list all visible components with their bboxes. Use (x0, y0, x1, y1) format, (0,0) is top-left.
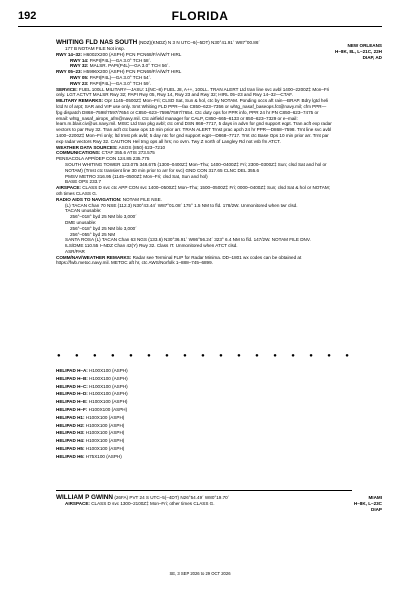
separator-dot: ● (219, 353, 223, 359)
helipad-item: HELIPAD H–A: H100X100 (ASPH) (56, 368, 128, 373)
detail-line: (L) TACAN Chan 70 NSE (112.3) N30°43.44´ W87°01.08´ 175° 1.5 NM to fld. 178/2W. Unmonitored when twr clsd. (65, 202, 298, 208)
airport-name: WILLIAM P GWINN (56, 494, 114, 501)
separator-dot: ● (183, 353, 187, 359)
detail-line: PMSV METRO 316.95 (1145–0500Z‡ Mon–Fri; clsd Sat, Sun and hol) (65, 173, 208, 179)
separator-dot: ● (129, 353, 133, 359)
detail-line: BASE OPS 233.7 (65, 179, 102, 185)
detail-line: SANTA ROSA (L) TACAN Chan 63 NGS (133.6) N30°36.91´ W86°56.24´ 323° 6.4 NM to fld. 147/2W. NOTAM FILE DNV. (65, 237, 311, 243)
airport-name: WHITING FLD NAS SOUTH (56, 39, 138, 46)
helipad-item: HELIPAD H–B: H100X100 (ASPH) (56, 375, 128, 381)
whiting-entry (56, 39, 332, 266)
detail-line: MILITARY REMARKS: Opr 1145–0500Z‡ Mon–Fri; CLSD Sat, Sun & hol, ctc by NOTAM. Ponding occs aft rain—BRAP. Bdry lgtd heli lctd N of arpt; SAR and VIP use only. Smt Whiting FLD PPR—fax C850–623–7356 or whtg_nasaf_baseops.fct@navy.mil; cfm PPR—fpg dispatch D868–7598/7597/7654 or C850–623–7598/7597/7654. Ctc duty ops for PPR info, PPR 24 hr PN C850–623–7475 or email: whtg_nasaf_airops_afm@navy.mil. Ctc airfield manager for CALP, C850–665–6133 or 850–623–7329 or e–mail: learn.m.blair.civ@us.navy.mil. MISC Ltd tran pkg avbl; ctc ornd DSN 868–7717, 5 days in advn for gnd support eqpt. Tran acft exp radar vectors to par Rwy 32. Tran acft ctc base ops 10 min prior arr. TRAN ALERT Trnst prac apch 24 hr PPR—D868–7598. Trnt line svc avbl 1400–2200Z‡ Mon–Fri only; ltd trnst prk avbl; 5 day ntc for gnd support eqpt—D868–7717. Trnt ctc Base Ops 10 min prior arr. Trnt par exp radar vectors Rwy 32. CAUTION Hel trng ops all hrs; no ovrn. Twy Z north of Langley Rd not vsb fm ATCT. (56, 98, 332, 144)
helipad-list (56, 367, 128, 461)
helipad-item: HELIPAD H3: H100X100 (ASPH) (56, 430, 125, 436)
page-header (18, 8, 382, 27)
detail-line: PENSACOLA APP/DEP CON 124.85 235.775 (56, 156, 150, 162)
detail-line: ASR/PAR (65, 248, 85, 254)
chart-ref: MIAMI (368, 495, 382, 500)
airport-heading (56, 39, 332, 46)
airport-heading (56, 494, 332, 501)
detail-line: AIRSPACE: CLASS D svc ctc APP CON svc 1400–0500Z‡ Mon–Thu; 1500–0500Z‡ Fri; 0000–0400Z‡ Sun; clsd Sat & hol or NOTAM; oth times CLASS G. (56, 185, 330, 196)
helipad-item: HELIPAD H4: H100X100 (ASPH) (56, 438, 125, 444)
detail-line: TACAN unusable: (65, 208, 102, 214)
detail-line: 177 B NOTAM FILE Not insp. (65, 46, 125, 51)
detail-line: RADIO AIDS TO NAVIGATION: NOTAM FILE NSE. (56, 196, 162, 202)
separator-dot: ● (201, 353, 205, 359)
airport-details (56, 46, 332, 266)
separator-dot: ● (75, 353, 79, 359)
separator-dot: ● (165, 353, 169, 359)
helipad-item: HELIPAD H1: H100X100 (ASPH) (56, 414, 125, 420)
detail-line: RWY 32: MALSR. PAPI(P4L)—GA 3.0° TCH 56´. (70, 63, 170, 69)
helipad-item: HELIPAD H–C: H100X100 (ASPH) (56, 383, 128, 389)
detail-line: WEATHER DATA SOURCES: ASOS (850) 623–7210 (56, 144, 166, 150)
entry-divider (56, 490, 352, 491)
detail-line: 256°–018° byd 25 NM blo 3,000´ (70, 214, 137, 220)
airport-heading-details: (NDZ)(KNDZ) N 3 N UTC–6(–5DT) N30°41.91´ W87°00.86´ (138, 40, 260, 45)
separator-dot: ● (309, 353, 313, 359)
detail-line: COMM/NAV/WEATHER REMARKS: Radar see Terminal FLIP for Radar Minima. DD–1801 wx codes can be obtained at https://fwb.metoc.navy.mil. METOC aft hr, ctc AWS/Norfolk 1–888–745–6899. (56, 254, 302, 266)
detail-line: DME unusable: (65, 219, 97, 225)
chart-ref: DIAP, AD (362, 54, 382, 60)
separator-dot: ● (273, 353, 277, 359)
helipad-item: HELIPAD H2: H100X100 (ASPH) (56, 422, 125, 428)
section-separator (57, 353, 349, 359)
separator-dot: ● (237, 353, 241, 359)
detail-line: ILS/DME 110.55 I–NDZ Chan 42(Y) Rwy 32. Class IT. Unmonitored when ATCT clsd. (65, 243, 238, 249)
separator-dot: ● (93, 353, 97, 359)
detail-line: COMMUNICATIONS: CTAF 355.6 ATIS 273.575 (56, 150, 155, 156)
helipad-item: HELIPAD H6: H75X100 (ASPH) (56, 453, 122, 459)
separator-dot: ● (327, 353, 331, 359)
detail-line: SERVICE: FUEL 100LL MILITARY—JASU: 1(NC–8) FUEL J8, A++, 100LL. TRAN ALERT Ltd tran line svc avbl 1400–2200Z‡ Mon–Fri only. LGT ACTVT MALSR Rwy 32; PAPI Rwy 05, Rwy 14, Rwy 23 and Rwy 32; HIRL 05–23 and Rwy 14–32—CTAF. (56, 86, 330, 98)
helipad-item: HELIPAD H5: H100X100 (ASPH) (56, 445, 125, 451)
page-number: 192 (18, 10, 37, 22)
chart-ref: NEW ORLEANS (347, 43, 382, 48)
chart-ref: H–8K, L–23C (353, 500, 382, 506)
separator-dot: ● (255, 353, 259, 359)
chart-ref: H–8K, 8L, L–21C, 22H (335, 48, 382, 54)
separator-dot: ● (291, 353, 295, 359)
detail-line: SOUTH WHITING TOWER 123.075 348.675 (1300–0400Z‡ Mon–Thu; 1400–0400Z‡ Fri; 2300–0300Z‡ Sun; clsd Sat and hol or NOTAM) (Trnst ctc transient line 30 min prior to arr for svc) GND CON 317.65 CLNC DEL 355.6 (65, 161, 327, 173)
detail-line: 256°–055° byd 25 NM (70, 231, 116, 237)
page-footer: SE, 3 SEP 2026 to 29 OCT 2026 (169, 571, 231, 576)
detail-line: RWY 05–23: H5996X200 (ASPH) PCN PCN69/F/A/W/T HIRL (56, 69, 182, 75)
helipad-item: HELIPAD H–D: H100X100 (ASPH) (56, 391, 128, 397)
helipad-item: HELIPAD H–E: H100X100 (ASPH) (56, 399, 128, 405)
detail-line: RWY 05: PAPI(P4L)—GA 3.0° TCH 54´. (70, 74, 152, 80)
gwinn-entry (56, 494, 332, 507)
state-title: FLORIDA (171, 9, 229, 23)
detail-line: RWY 23: PAPI(P4L)—GA 3.0° TCH 59´. (70, 80, 152, 86)
chart-ref: DIAP (371, 506, 382, 512)
helipad-item: HELIPAD H–F: H100X100 (ASPH) (56, 406, 128, 412)
separator-dot: ● (345, 353, 349, 359)
separator-dot: ● (147, 353, 151, 359)
detail-line: 256°–018° byd 25 NM blo 3,000´ (70, 225, 137, 231)
detail-line: RWY 14: PAPI(P4L)—GA 3.0° TCH 58´. (70, 57, 152, 63)
airport-heading-details: (26FA) PVT 24 S UTC–5(–4DT) N26°54.49´ W80°19.70´ (114, 495, 230, 500)
airspace-line: AIRSPACE: CLASS D svc 1300–2100Z‡ Mon–Fri; other times CLASS G. (65, 501, 215, 506)
detail-line: RWY 14–32: H6002X200 (ASPH) PCN PCN68/F/A/W/T HIRL (56, 51, 182, 57)
separator-dot: ● (111, 353, 115, 359)
separator-dot: ● (57, 353, 61, 359)
